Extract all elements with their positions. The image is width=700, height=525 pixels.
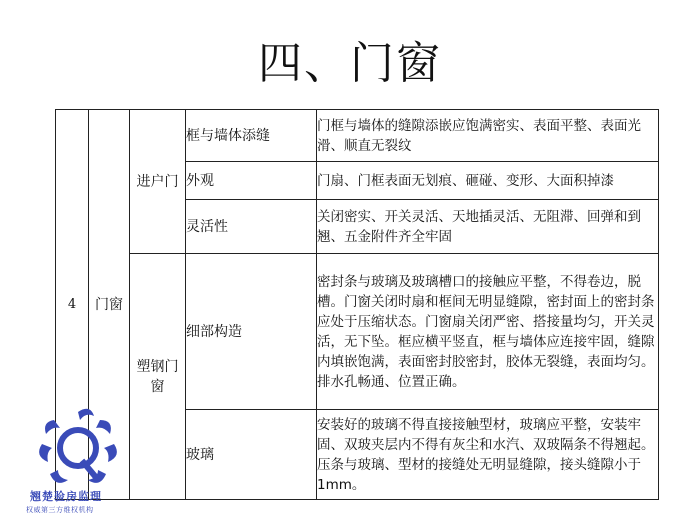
table-row [56,110,659,162]
requirement-cell: 关闭密实、开关灵活、天地插灵活、无阻滞、回弹和到翘、五金附件齐全牢固 [317,200,659,254]
table-row [56,254,659,410]
check-item-cell: 框与墙体添缝 [186,110,317,162]
check-item-cell: 玻璃 [186,410,317,500]
subcategory-cell: 进户门 [130,110,186,254]
check-item-cell: 细部构造 [186,254,317,410]
check-item-cell: 灵活性 [186,200,317,254]
logo-swirl-icon [39,409,117,483]
category-cell: 门窗 [89,110,130,500]
page-title: 四、门窗 [258,38,442,89]
inspection-table [55,109,659,500]
logo-subtitle: 权威第三方维权机构 [26,506,94,514]
logo-name: 翘楚验房监理 [30,490,102,503]
requirement-cell: 密封条与玻璃及玻璃槽口的接触应平整，不得卷边，脱槽。门窗关闭时扇和框间无明显缝隙，密封面上的密封条应处于压缩状态。门窗扇关闭严密、搭接量均匀，开关灵活，无下坠。框应横平竖直，框与墙体应连接牢固，缝隙内填嵌饱满，表面密封胶密封，胶体无裂缝，表面均匀。排水孔畅通、位置正确。 [317,254,659,410]
requirement-cell: 门框与墙体的缝隙添嵌应饱满密实、表面平整、表面光滑、顺直无裂纹 [317,110,659,162]
subcategory-cell: 塑钢门窗 [130,254,186,500]
requirement-cell: 安装好的玻璃不得直接接触型材，玻璃应平整，安装牢固、双玻夹层内不得有灰尘和水汽、双玻隔条不得翘起。压条与玻璃、型材的接缝处无明显缝隙，接头缝隙小于1mm。 [317,410,659,500]
check-item-cell: 外观 [186,162,317,200]
requirement-cell: 门扇、门框表面无划痕、砸碰、变形、大面积掉漆 [317,162,659,200]
item-number-cell: 4 [56,110,89,500]
